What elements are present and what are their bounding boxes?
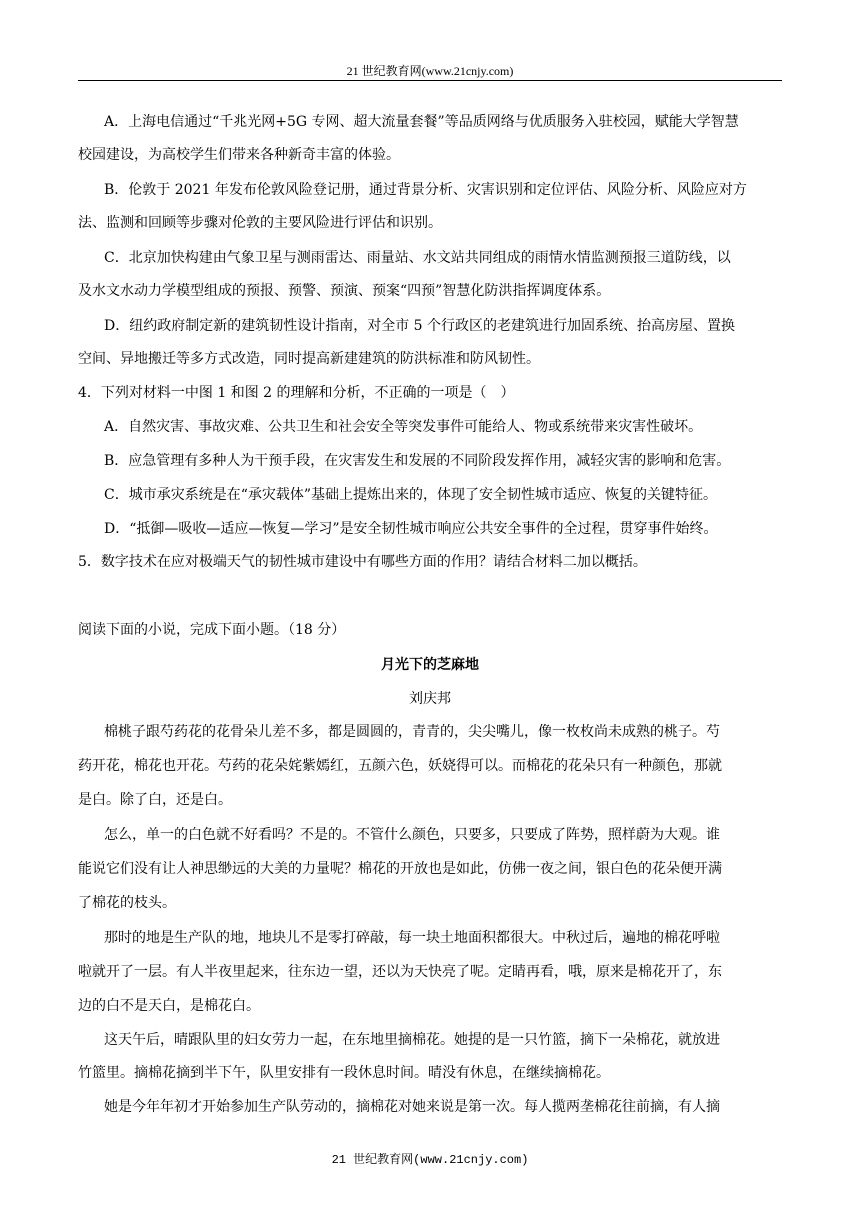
paragraph-4-line-2: 竹篮里。摘棉花摘到半下午，队里安排有一段休息时间。晴没有休息，在继续摘棉花。: [78, 1065, 610, 1081]
paragraph-1-line-2: 药开花，棉花也开花。芍药的花朵姹紫嫣红，五颜六色，妖娆得可以。而棉花的花朵只有一种颜色，那就: [78, 758, 722, 774]
paragraph-3-line-1: 那时的地是生产队的地，地块儿不是零打碎敲，每一块土地面积都很大。中秋过后，遍地的棉花呼啦: [104, 930, 720, 946]
q3-option-c-line-1: C．北京加快构建由气象卫星与测雨雷达、雨量站、水文站共同组成的雨情水情监测预报三道防线，以: [104, 250, 731, 266]
q5-stem: 5．数字技术在应对极端天气的韧性城市建设中有哪些方面的作用？请结合材料二加以概括。: [78, 554, 647, 570]
header-divider: [78, 80, 782, 81]
paragraph-5-line-1: 她是今年年初才开始参加生产队劳动的，摘棉花对她来说是第一次。每人揽两垄棉花往前摘，有人摘: [104, 1099, 720, 1115]
paragraph-1-line-1: 棉桃子跟芍药花的花骨朵儿差不多，都是圆圆的，青青的，尖尖嘴儿，像一枚枚尚未成熟的桃子。芍: [104, 724, 720, 740]
q3-option-c-line-2: 及水文水动力学模型组成的预报、预警、预演、预案“四预”智慧化防洪指挥调度体系。: [78, 283, 611, 299]
q4-stem: 4．下列对材料一中图 1 和图 2 的理解和分析，不正确的一项是（ ）: [78, 385, 515, 401]
paragraph-3-line-3: 边的白不是天白，是棉花白。: [78, 998, 260, 1014]
q3-option-d-line-1: D．纽约政府制定新的建筑韧性设计指南，对全市 5 个行政区的老建筑进行加固系统、抬高房屋、置换: [104, 318, 736, 334]
q4-option-a: A．自然灾害、事故灾难、公共卫生和社会安全等突发事件可能给人、物或系统带来灾害性破坏。: [104, 419, 703, 435]
q3-option-d-line-2: 空间、异地搬迁等多方式改造，同时提高新建建筑的防洪标准和防风韧性。: [78, 351, 540, 367]
q4-option-c: C．城市承灾系统是在“承灾载体”基础上提炼出来的，体现了安全韧性城市适应、恢复的关键特征。: [104, 487, 718, 503]
page-footer: 21 世纪教育网(www.21cnjy.com): [331, 1153, 529, 1167]
page-header: 21 世纪教育网(www.21cnjy.com): [346, 64, 514, 78]
q4-option-d: D．“抵御—吸收—适应—恢复—学习”是安全韧性城市响应公共安全事件的全过程，贯穿事件始终。: [104, 521, 718, 537]
reading-instruction: 阅读下面的小说，完成下面小题。（18 分）: [78, 622, 346, 638]
q4-option-b: B．应急管理有多种人为干预手段，在灾害发生和发展的不同阶段发挥作用，减轻灾害的影响和危害。: [104, 453, 731, 469]
paragraph-2-line-3: 了棉花的枝头。: [78, 895, 176, 911]
paragraph-1-line-3: 是白。除了白，还是白。: [78, 792, 232, 808]
paragraph-3-line-2: 啦就开了一层。有人半夜里起来，往东边一望，还以为天快亮了呢。定睛再看，哦，原来是棉花开了，东: [78, 964, 722, 980]
paragraph-2-line-1: 怎么，单一的白色就不好看吗？不是的。不管什么颜色，只要多，只要成了阵势，照样蔚为大观。谁: [104, 827, 720, 843]
story-author: 刘庆邦: [409, 691, 451, 707]
paragraph-4-line-1: 这天午后，晴跟队里的妇女劳力一起，在东地里摘棉花。她提的是一只竹篮，摘下一朵棉花，就放进: [104, 1032, 720, 1048]
q3-option-a-line-1: A．上海电信通过“千兆光网+5G 专网、超大流量套餐”等品质网络与优质服务入驻校园，赋能大学智慧: [104, 114, 739, 130]
story-title: 月光下的芝麻地: [381, 657, 479, 673]
paragraph-2-line-2: 能说它们没有让人神思缈远的大美的力量呢？棉花的开放也是如此，仿佛一夜之间，银白色的花朵便开满: [78, 861, 722, 877]
q3-option-b-line-2: 法、监测和回顾等步骤对伦敦的主要风险进行评估和识别。: [78, 215, 442, 231]
q3-option-a-line-2: 校园建设，为高校学生们带来各种新奇丰富的体验。: [78, 147, 400, 163]
q3-option-b-line-1: B．伦敦于 2021 年发布伦敦风险登记册，通过背景分析、灾害识别和定位评估、风险分析、风险应对方: [104, 182, 747, 198]
